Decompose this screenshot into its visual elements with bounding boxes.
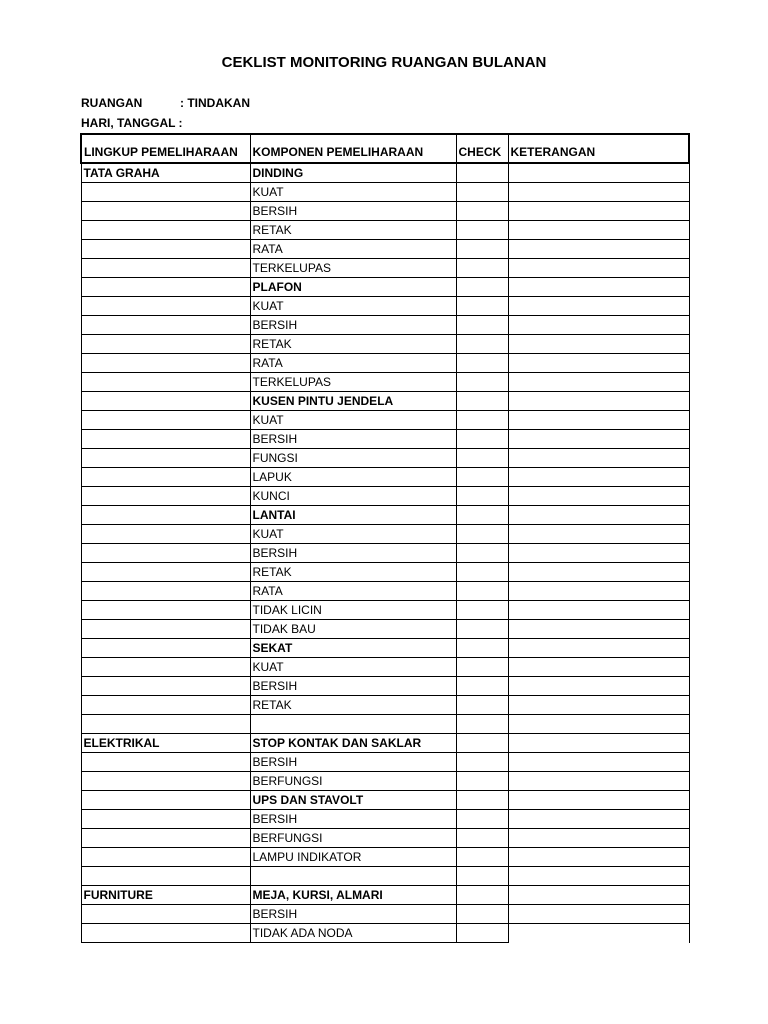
item-label: KUAT (250, 525, 456, 544)
item-label: RETAK (250, 696, 456, 715)
section-title: PLAFON (250, 278, 456, 297)
item-label: TIDAK ADA NODA (250, 924, 456, 943)
header-lingkup: LINGKUP PEMELIHARAAN (81, 134, 250, 163)
table-row (81, 183, 689, 202)
table-row (81, 468, 689, 487)
section-title: DINDING (250, 163, 456, 183)
item-label: BERSIH (250, 430, 456, 449)
item-label: BERSIH (250, 544, 456, 563)
item-label: TERKELUPAS (250, 373, 456, 392)
check-cell[interactable] (456, 658, 508, 677)
check-cell[interactable] (456, 829, 508, 848)
check-cell[interactable] (456, 449, 508, 468)
table-row (81, 335, 689, 354)
category-cell: TATA GRAHA (81, 163, 250, 183)
item-label: KUAT (250, 411, 456, 430)
check-cell[interactable] (456, 753, 508, 772)
table-row (81, 259, 689, 278)
category-cell: ELEKTRIKAL (81, 734, 250, 753)
table-row (81, 430, 689, 449)
section-row (81, 734, 689, 753)
table-row (81, 753, 689, 772)
check-cell[interactable] (456, 259, 508, 278)
keterangan-cell[interactable] (508, 392, 689, 411)
keterangan-cell[interactable] (508, 905, 689, 924)
table-row (81, 601, 689, 620)
table-row (81, 297, 689, 316)
section-row (81, 791, 689, 810)
keterangan-cell[interactable] (508, 411, 689, 430)
page-title: CEKLIST MONITORING RUANGAN BULANAN (221, 54, 547, 71)
item-label: BERSIH (250, 753, 456, 772)
check-cell[interactable] (456, 544, 508, 563)
table-row (81, 620, 689, 639)
item-label: RATA (250, 240, 456, 259)
table-row (81, 810, 689, 829)
table-row (81, 715, 689, 734)
item-label: KUAT (250, 297, 456, 316)
section-row (81, 278, 689, 297)
ruangan-line (81, 96, 250, 110)
table-row (81, 316, 689, 335)
table-row (81, 373, 689, 392)
section-title: STOP KONTAK DAN SAKLAR (250, 734, 456, 753)
keterangan-cell[interactable] (508, 163, 689, 183)
item-label: BERSIH (250, 316, 456, 335)
section-row (81, 163, 689, 183)
keterangan-cell[interactable] (508, 278, 689, 297)
header-check: CHECK (456, 134, 508, 163)
check-cell[interactable] (456, 696, 508, 715)
item-label: LAMPU INDIKATOR (250, 848, 456, 867)
hari-tanggal-label: HARI, TANGGAL : (81, 116, 183, 130)
section-row (81, 506, 689, 525)
section-title: LANTAI (250, 506, 456, 525)
check-cell[interactable] (456, 373, 508, 392)
check-cell[interactable] (456, 563, 508, 582)
check-cell[interactable] (456, 715, 508, 734)
table-row (81, 696, 689, 715)
item-label: KUNCI (250, 487, 456, 506)
keterangan-cell[interactable] (508, 658, 689, 677)
check-cell[interactable] (456, 183, 508, 202)
ruangan-label: RUANGAN (81, 96, 143, 110)
check-cell[interactable] (456, 487, 508, 506)
section-row (81, 392, 689, 411)
keterangan-cell[interactable] (508, 506, 689, 525)
keterangan-cell[interactable] (508, 183, 689, 202)
table-header-row (81, 134, 689, 163)
section-title: UPS DAN STAVOLT (250, 791, 456, 810)
check-cell[interactable] (456, 601, 508, 620)
keterangan-cell[interactable] (508, 525, 689, 544)
table-row (81, 905, 689, 924)
check-cell[interactable] (456, 278, 508, 297)
item-label: RETAK (250, 335, 456, 354)
table-row (81, 867, 689, 886)
item-label: RATA (250, 582, 456, 601)
table-row (81, 924, 689, 943)
check-cell[interactable] (456, 163, 508, 183)
check-cell[interactable] (456, 772, 508, 791)
table-row (81, 240, 689, 259)
keterangan-cell[interactable] (508, 639, 689, 658)
item-label: BERSIH (250, 905, 456, 924)
check-cell[interactable] (456, 316, 508, 335)
item-label: RETAK (250, 221, 456, 240)
check-cell[interactable] (456, 905, 508, 924)
table-row (81, 354, 689, 373)
check-cell[interactable] (456, 734, 508, 753)
item-label: RATA (250, 354, 456, 373)
table-row (81, 525, 689, 544)
section-title: SEKAT (250, 639, 456, 658)
table-row (81, 544, 689, 563)
check-cell[interactable] (456, 867, 508, 886)
item-label: BERSIH (250, 677, 456, 696)
check-cell[interactable] (456, 525, 508, 544)
item-label: BERFUNGSI (250, 829, 456, 848)
section-row (81, 639, 689, 658)
ruangan-value: : TINDAKAN (180, 96, 250, 110)
check-cell[interactable] (456, 392, 508, 411)
checklist-table (80, 133, 690, 943)
header-komponen: KOMPONEN PEMELIHARAAN (250, 134, 456, 163)
keterangan-cell[interactable] (508, 753, 689, 772)
check-cell[interactable] (456, 582, 508, 601)
item-label: KUAT (250, 183, 456, 202)
item-label: BERSIH (250, 202, 456, 221)
check-cell[interactable] (456, 639, 508, 658)
item-label: RETAK (250, 563, 456, 582)
section-row (81, 886, 689, 905)
table-row (81, 449, 689, 468)
item-label: FUNGSI (250, 449, 456, 468)
check-cell[interactable] (456, 468, 508, 487)
header-keterangan: KETERANGAN (508, 134, 689, 163)
table-row (81, 563, 689, 582)
table-row (81, 202, 689, 221)
table-row (81, 772, 689, 791)
check-cell[interactable] (456, 297, 508, 316)
check-cell[interactable] (456, 240, 508, 259)
check-cell[interactable] (456, 411, 508, 430)
check-cell[interactable] (456, 221, 508, 240)
table-row (81, 411, 689, 430)
table-row (81, 677, 689, 696)
check-cell[interactable] (456, 810, 508, 829)
keterangan-cell[interactable] (508, 734, 689, 753)
table-row (81, 487, 689, 506)
check-cell[interactable] (456, 677, 508, 696)
table-row (81, 658, 689, 677)
item-label: BERSIH (250, 810, 456, 829)
check-cell[interactable] (456, 924, 508, 943)
table-row (81, 221, 689, 240)
item-label: TERKELUPAS (250, 259, 456, 278)
check-cell[interactable] (456, 886, 508, 905)
item-label: LAPUK (250, 468, 456, 487)
item-label: TIDAK BAU (250, 620, 456, 639)
keterangan-cell[interactable] (508, 791, 689, 810)
table-row (81, 582, 689, 601)
section-title: MEJA, KURSI, ALMARI (250, 886, 456, 905)
keterangan-cell[interactable] (508, 886, 689, 905)
check-cell[interactable] (456, 506, 508, 525)
check-cell[interactable] (456, 430, 508, 449)
table-row (81, 829, 689, 848)
item-label: TIDAK LICIN (250, 601, 456, 620)
category-cell: FURNITURE (81, 886, 250, 905)
item-label: KUAT (250, 658, 456, 677)
check-cell[interactable] (456, 620, 508, 639)
table-row (81, 848, 689, 867)
check-cell[interactable] (456, 202, 508, 221)
check-cell[interactable] (456, 354, 508, 373)
item-label: BERFUNGSI (250, 772, 456, 791)
keterangan-cell[interactable] (508, 297, 689, 316)
check-cell[interactable] (456, 791, 508, 810)
hari-tanggal-line (81, 116, 183, 130)
check-cell[interactable] (456, 848, 508, 867)
section-title: KUSEN PINTU JENDELA (250, 392, 456, 411)
check-cell[interactable] (456, 335, 508, 354)
